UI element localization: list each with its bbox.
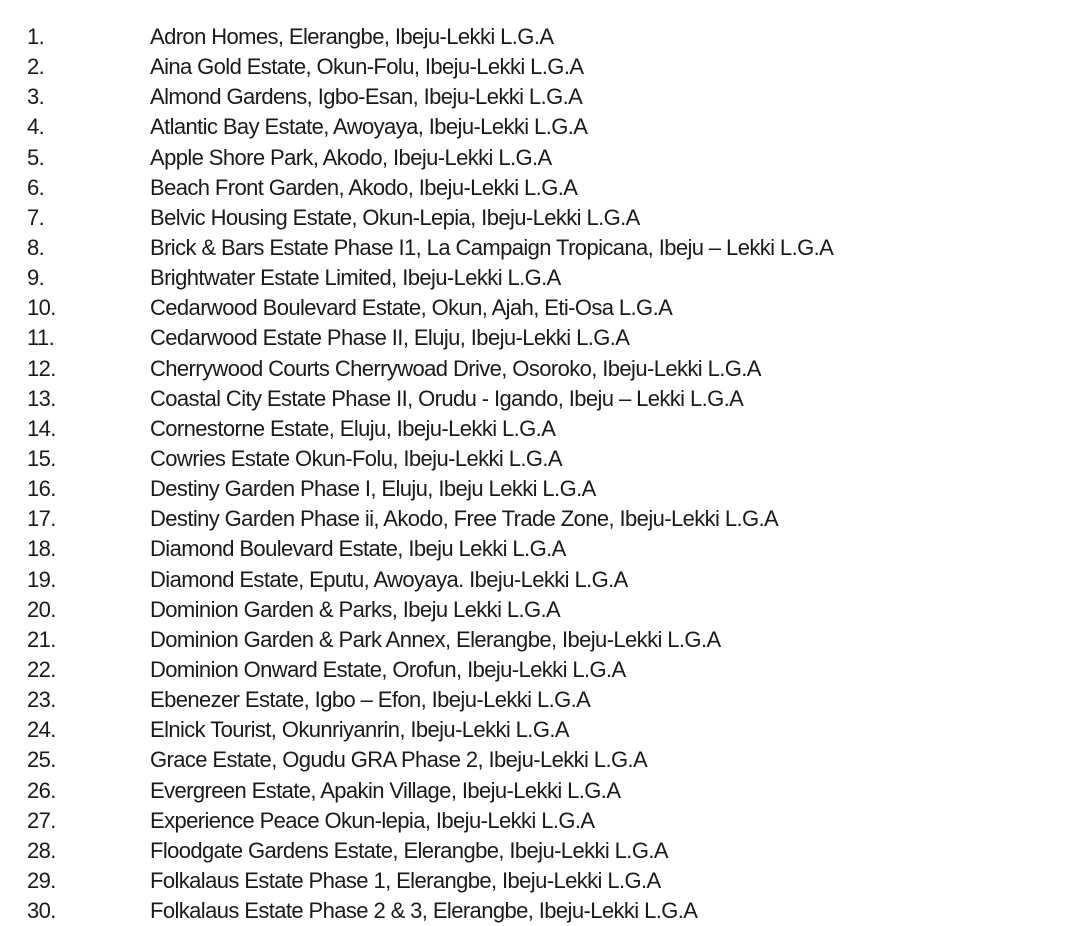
list-item-number: 21. (27, 626, 56, 652)
list-item (0, 444, 1080, 474)
list-item-text: Cornestorne Estate, Eluju, Ibeju-Lekki L.G.A (150, 415, 556, 441)
list-item-number: 12. (27, 355, 56, 381)
list-item-number: 27. (27, 807, 56, 833)
list-item-number: 26. (27, 777, 56, 803)
list-item-number: 29. (27, 867, 56, 893)
list-item-number: 23. (27, 687, 56, 713)
list-item (0, 82, 1080, 112)
list-item (0, 203, 1080, 233)
list-item (0, 112, 1080, 142)
list-item (0, 293, 1080, 323)
list-item-text: Almond Gardens, Igbo-Esan, Ibeju-Lekki L.G.A (150, 84, 583, 110)
list-item-text: Aina Gold Estate, Okun-Folu, Ibeju-Lekki L.G.A (150, 54, 584, 80)
list-item-text: Cherrywood Courts Cherrywoad Drive, Osoroko, Ibeju-Lekki L.G.A (150, 355, 761, 381)
list-item (0, 836, 1080, 866)
list-item-number: 15. (27, 445, 56, 471)
list-item-number: 14. (27, 415, 56, 441)
list-item-text: Brick & Bars Estate Phase I1, La Campaign Tropicana, Ibeju – Lekki L.G.A (150, 234, 834, 260)
list-item-number: 6. (27, 174, 45, 200)
list-item (0, 263, 1080, 293)
list-item-text: Destiny Garden Phase ii, Akodo, Free Trade Zone, Ibeju-Lekki L.G.A (150, 506, 779, 532)
list-item-text: Diamond Boulevard Estate, Ibeju Lekki L.G.A (150, 536, 566, 562)
list-item-text: Evergreen Estate, Apakin Village, Ibeju-Lekki L.G.A (150, 777, 621, 803)
list-item-text: Cedarwood Estate Phase II, Eluju, Ibeju-Lekki L.G.A (150, 325, 630, 351)
list-item-text: Dominion Garden & Park Annex, Elerangbe, Ibeju-Lekki L.G.A (150, 626, 721, 652)
list-item (0, 384, 1080, 414)
list-item (0, 143, 1080, 173)
list-item (0, 354, 1080, 384)
list-item (0, 504, 1080, 534)
list-item-text: Cowries Estate Okun-Folu, Ibeju-Lekki L.G.A (150, 445, 562, 471)
list-item (0, 806, 1080, 836)
list-item-number: 8. (27, 234, 45, 260)
list-item-number: 7. (27, 204, 45, 230)
list-item-text: Adron Homes, Elerangbe, Ibeju-Lekki L.G.A (150, 24, 554, 49)
list-item-text: Apple Shore Park, Akodo, Ibeju-Lekki L.G.A (150, 144, 552, 170)
list-item (0, 565, 1080, 595)
list-item-number: 24. (27, 717, 56, 743)
list-item-number: 25. (27, 747, 56, 773)
list-item-text: Experience Peace Okun-lepia, Ibeju-Lekki L.G.A (150, 807, 595, 833)
list-item (0, 52, 1080, 82)
list-item-text: Coastal City Estate Phase II, Orudu - Igando, Ibeju – Lekki L.G.A (150, 385, 744, 411)
list-item-text: Ebenezer Estate, Igbo – Efon, Ibeju-Lekki L.G.A (150, 687, 591, 713)
list-item-number: 22. (27, 656, 56, 682)
list-item (0, 866, 1080, 896)
list-item-text: Folkalaus Estate Phase 2 & 3, Elerangbe, Ibeju-Lekki L.G.A (150, 898, 698, 924)
list-item (0, 323, 1080, 353)
list-item-text: Grace Estate, Ogudu GRA Phase 2, Ibeju-Lekki L.G.A (150, 747, 648, 773)
list-item (0, 474, 1080, 504)
list-item-text: Brightwater Estate Limited, Ibeju-Lekki L.G.A (150, 265, 561, 291)
list-item-number: 17. (27, 506, 56, 532)
list-item-number: 30. (27, 898, 56, 924)
list-item-number: 11. (27, 325, 55, 351)
list-item (0, 745, 1080, 775)
list-item-text: Cedarwood Boulevard Estate, Okun, Ajah, Eti-Osa L.G.A (150, 295, 673, 321)
list-item-text: Dominion Onward Estate, Orofun, Ibeju-Lekki L.G.A (150, 656, 626, 682)
list-item (0, 22, 1080, 52)
list-item-number: 13. (27, 385, 56, 411)
list-item (0, 715, 1080, 745)
list-item-number: 19. (27, 566, 56, 592)
estate-list (0, 22, 1080, 926)
list-item-text: Diamond Estate, Eputu, Awoyaya. Ibeju-Lekki L.G.A (150, 566, 628, 592)
list-item-number: 5. (27, 144, 45, 170)
list-item (0, 595, 1080, 625)
list-item (0, 685, 1080, 715)
list-item-text: Folkalaus Estate Phase 1, Elerangbe, Ibeju-Lekki L.G.A (150, 867, 661, 893)
list-item (0, 896, 1080, 926)
list-item-text: Beach Front Garden, Akodo, Ibeju-Lekki L.G.A (150, 174, 578, 200)
list-item-number: 10. (27, 295, 56, 321)
list-item-number: 20. (27, 596, 56, 622)
list-item-number: 1. (27, 24, 45, 49)
list-item-number: 18. (27, 536, 56, 562)
list-item-text: Atlantic Bay Estate, Awoyaya, Ibeju-Lekki L.G.A (150, 114, 588, 140)
list-item-number: 9. (27, 265, 45, 291)
list-item-number: 16. (27, 476, 56, 502)
list-item (0, 233, 1080, 263)
list-item (0, 173, 1080, 203)
list-item-number: 28. (27, 837, 56, 863)
list-item-text: Belvic Housing Estate, Okun-Lepia, Ibeju-Lekki L.G.A (150, 204, 640, 230)
list-item-number: 3. (27, 84, 45, 110)
list-item-number: 4. (27, 114, 45, 140)
list-item (0, 414, 1080, 444)
list-item (0, 625, 1080, 655)
list-item-text: Destiny Garden Phase I, Eluju, Ibeju Lekki L.G.A (150, 476, 596, 502)
list-item (0, 776, 1080, 806)
list-item-number: 2. (27, 54, 45, 80)
list-item (0, 655, 1080, 685)
list-item-text: Dominion Garden & Parks, Ibeju Lekki L.G.A (150, 596, 561, 622)
list-item-text: Floodgate Gardens Estate, Elerangbe, Ibeju-Lekki L.G.A (150, 837, 668, 863)
list-item (0, 534, 1080, 564)
list-item-text: Elnick Tourist, Okunriyanrin, Ibeju-Lekki L.G.A (150, 717, 569, 743)
